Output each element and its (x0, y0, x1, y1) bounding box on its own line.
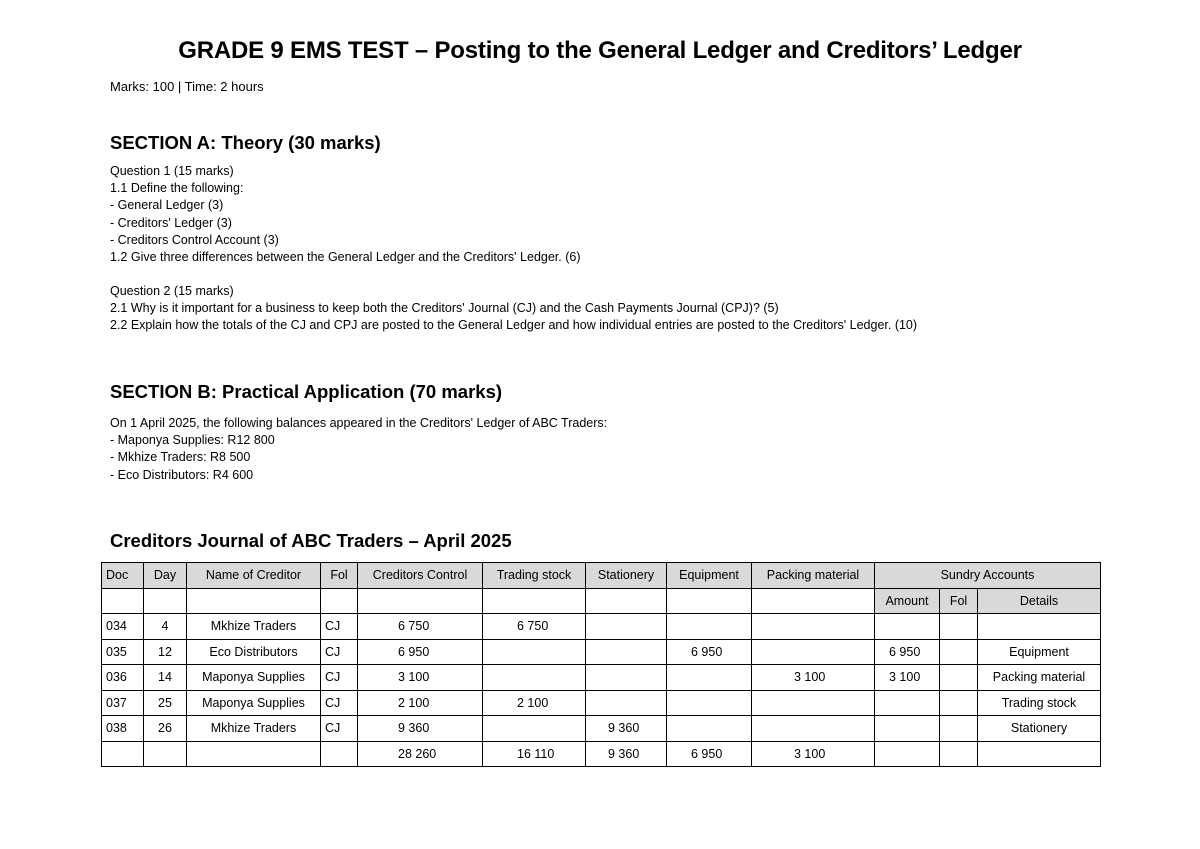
intro-line: - Mkhize Traders: R8 500 (110, 450, 251, 465)
col-header-fol: Fol (321, 563, 358, 589)
cell-creditors-control: 2 100 (358, 690, 483, 716)
cell-sundry-details: Equipment (978, 639, 1101, 665)
cell-sundry-amount: 6 950 (875, 639, 940, 665)
cell-trading-stock (483, 716, 586, 742)
empty-cell (586, 588, 667, 614)
cell-fol: CJ (321, 690, 358, 716)
empty-cell (875, 741, 940, 767)
col-header-day: Day (144, 563, 187, 589)
col-header-trading-stock: Trading stock (483, 563, 586, 589)
col-header-creditors-control: Creditors Control (358, 563, 483, 589)
cell-stationery: 9 360 (586, 716, 667, 742)
creditors-journal-table (101, 562, 1101, 767)
q1-line: - General Ledger (3) (110, 198, 224, 213)
totals-row (102, 741, 1101, 767)
empty-cell (187, 741, 321, 767)
cell-sundry-fol (940, 665, 978, 691)
total-stationery: 9 360 (586, 741, 667, 767)
empty-cell (321, 588, 358, 614)
question-1-block (110, 163, 581, 266)
cell-doc: 035 (102, 639, 144, 665)
col-header-name: Name of Creditor (187, 563, 321, 589)
page-title: GRADE 9 EMS TEST – Posting to the General Ledger and Creditors’ Ledger (178, 37, 1022, 64)
cell-stationery (586, 665, 667, 691)
cell-packing-material (752, 690, 875, 716)
q2-line: 2.1 Why is it important for a business to keep both the Creditors' Journal (CJ) and the Cash Payments Journal (CPJ)? (5) (110, 301, 779, 316)
col-header-sundry-details: Details (978, 588, 1101, 614)
cell-day: 12 (144, 639, 187, 665)
intro-line: - Eco Distributors: R4 600 (110, 467, 254, 482)
cell-doc: 037 (102, 690, 144, 716)
cell-creditors-control: 9 360 (358, 716, 483, 742)
table-row (102, 614, 1101, 640)
col-header-sundry-fol: Fol (940, 588, 978, 614)
intro-line: On 1 April 2025, the following balances appeared in the Creditors' Ledger of ABC Traders: (110, 416, 608, 430)
cell-day: 14 (144, 665, 187, 691)
empty-cell (321, 741, 358, 767)
cell-doc: 034 (102, 614, 144, 640)
cell-sundry-details (978, 614, 1101, 640)
cell-packing-material (752, 716, 875, 742)
q2-line: 2.2 Explain how the totals of the CJ and CPJ are posted to the General Ledger and how individual entries are posted to the Creditors' Ledger. (10) (110, 318, 918, 333)
empty-cell (483, 588, 586, 614)
cell-equipment (667, 665, 752, 691)
cell-equipment: 6 950 (667, 639, 752, 665)
cell-sundry-fol (940, 690, 978, 716)
q1-line: 1.2 Give three differences between the General Ledger and the Creditors' Ledger. (6) (110, 250, 581, 265)
cell-name: Maponya Supplies (187, 665, 321, 691)
cell-name: Maponya Supplies (187, 690, 321, 716)
section-b-heading: SECTION B: Practical Application (70 marks) (110, 381, 503, 402)
cell-day: 26 (144, 716, 187, 742)
cell-sundry-amount (875, 690, 940, 716)
table-row (102, 716, 1101, 742)
col-header-packing-material: Packing material (752, 563, 875, 589)
cell-sundry-amount (875, 716, 940, 742)
cell-sundry-details: Trading stock (978, 690, 1101, 716)
empty-cell (144, 588, 187, 614)
cell-packing-material (752, 639, 875, 665)
cell-fol: CJ (321, 716, 358, 742)
cell-stationery (586, 690, 667, 716)
cell-equipment (667, 690, 752, 716)
empty-cell (102, 741, 144, 767)
section-a-heading: SECTION A: Theory (30 marks) (110, 132, 381, 153)
cell-equipment (667, 716, 752, 742)
col-header-sundry-amount: Amount (875, 588, 940, 614)
col-header-stationery: Stationery (586, 563, 667, 589)
cell-creditors-control: 6 750 (358, 614, 483, 640)
table-subheader-row (102, 588, 1101, 614)
cell-doc: 038 (102, 716, 144, 742)
cell-sundry-amount: 3 100 (875, 665, 940, 691)
intro-line: - Maponya Supplies: R12 800 (110, 433, 275, 448)
cell-trading-stock: 6 750 (483, 614, 586, 640)
empty-cell (144, 741, 187, 767)
cell-name: Mkhize Traders (187, 716, 321, 742)
cell-sundry-fol (940, 614, 978, 640)
cell-stationery (586, 614, 667, 640)
total-creditors-control: 28 260 (358, 741, 483, 767)
cell-equipment (667, 614, 752, 640)
cell-trading-stock: 2 100 (483, 690, 586, 716)
cell-fol: CJ (321, 614, 358, 640)
q1-line: 1.1 Define the following: (110, 181, 244, 196)
cell-trading-stock (483, 665, 586, 691)
journal-title: Creditors Journal of ABC Traders – April 2025 (110, 530, 512, 551)
total-equipment: 6 950 (667, 741, 752, 767)
total-packing-material: 3 100 (752, 741, 875, 767)
empty-cell (358, 588, 483, 614)
table-row (102, 690, 1101, 716)
q2-line: Question 2 (15 marks) (110, 284, 234, 298)
cell-sundry-details: Packing material (978, 665, 1101, 691)
col-header-doc: Doc (102, 563, 144, 589)
total-trading-stock: 16 110 (483, 741, 586, 767)
cell-fol: CJ (321, 665, 358, 691)
table-row (102, 639, 1101, 665)
table-row (102, 665, 1101, 691)
cell-name: Mkhize Traders (187, 614, 321, 640)
marks-time-line: Marks: 100 | Time: 2 hours (110, 79, 264, 94)
cell-day: 4 (144, 614, 187, 640)
cell-creditors-control: 3 100 (358, 665, 483, 691)
cell-doc: 036 (102, 665, 144, 691)
col-header-sundry-accounts: Sundry Accounts (875, 563, 1101, 589)
cell-sundry-details: Stationery (978, 716, 1101, 742)
cell-fol: CJ (321, 639, 358, 665)
cell-packing-material (752, 614, 875, 640)
cell-packing-material: 3 100 (752, 665, 875, 691)
empty-cell (667, 588, 752, 614)
empty-cell (940, 741, 978, 767)
empty-cell (187, 588, 321, 614)
cell-sundry-fol (940, 716, 978, 742)
cell-sundry-fol (940, 639, 978, 665)
question-2-block (110, 283, 917, 335)
q1-line: Question 1 (15 marks) (110, 164, 234, 178)
empty-cell (752, 588, 875, 614)
cell-trading-stock (483, 639, 586, 665)
cell-creditors-control: 6 950 (358, 639, 483, 665)
cell-sundry-amount (875, 614, 940, 640)
table-header-row (102, 563, 1101, 589)
empty-cell (978, 741, 1101, 767)
cell-stationery (586, 639, 667, 665)
cell-day: 25 (144, 690, 187, 716)
col-header-equipment: Equipment (667, 563, 752, 589)
empty-cell (102, 588, 144, 614)
q1-line: - Creditors' Ledger (3) (110, 215, 232, 230)
cell-name: Eco Distributors (187, 639, 321, 665)
q1-line: - Creditors Control Account (3) (110, 232, 279, 247)
section-b-intro (110, 415, 607, 484)
